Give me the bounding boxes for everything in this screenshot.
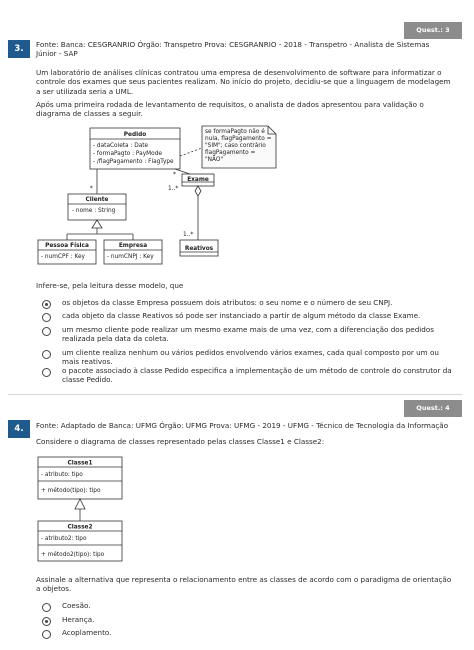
question-3-context: Um laboratório de análises clínicas contratou uma empresa de desenvolvimento de software para informatizar o controle dos exames que seus pacientes realizam. No início do projeto, decidiu-se que a linguagem de modelagem a ser utilizada seria a UML. <box>36 68 451 96</box>
q4-option-b-radio[interactable] <box>42 617 51 626</box>
note-line-3: "SIM"; caso contrário <box>205 143 266 149</box>
classe2-label: Classe2 <box>67 524 93 531</box>
classe1-label: Classe1 <box>67 460 93 467</box>
q4-option-c-radio[interactable] <box>42 630 51 639</box>
mult-1n-top: 1..* <box>168 186 179 192</box>
note-line-5: "NÃO" <box>205 157 224 163</box>
pessoa-fisica-label: Pessoa Física <box>45 243 89 249</box>
classe1-method: + método(tipo): tipo <box>41 488 101 494</box>
q3-option-a-radio[interactable] <box>42 300 51 309</box>
q3-option-e[interactable]: o pacote associado à classe Pedido especifica a implementação de um método de controle do construtor da classe Pedido. <box>42 366 462 388</box>
pessoa-fisica-attr: - numCPF : Key <box>41 254 85 260</box>
classe2-method: + método2(tipo): tipo <box>41 552 105 558</box>
q3-option-a[interactable]: os objetos da classe Empresa possuem dois atributos: o seu nome e o número de seu CNPJ. <box>42 298 462 320</box>
reativos-label: Reativos <box>184 246 214 252</box>
pedido-attr-3: - /flagPagamento : FlagType <box>93 159 174 165</box>
uml-diagram-q3 <box>30 124 290 274</box>
note-line-4: flagPagamento = <box>205 150 256 156</box>
cliente-attr: - nome : String <box>72 208 116 214</box>
note-line-1: se formaPagto não é <box>205 129 265 135</box>
question-3-context-2: Após uma primeira rodada de levantamento de requisitos, o analista de dados apresentou para validação o diagrama de classes a seguir. <box>36 100 424 119</box>
question-4-number: 4. <box>8 420 30 438</box>
empresa-label: Empresa <box>118 243 148 249</box>
q3-option-c[interactable]: um mesmo cliente pode realizar um mesmo exame mais de uma vez, com a diferenciação dos pedidos realizada pela data da coleta. <box>42 325 462 347</box>
inheritance-arrow <box>75 499 85 509</box>
question-3-number: 3. <box>8 40 30 58</box>
mult-1n-bottom: 1..* <box>183 232 194 238</box>
question-4-prompt: Assinale a alternativa que representa o relacionamento entre as classes de acordo com o paradigma de orientação a objetos. <box>36 575 452 594</box>
pedido-attr-2: - formaPagto : PayMode <box>93 151 162 157</box>
q3-option-e-radio[interactable] <box>42 368 51 377</box>
uml-diagram-q4 <box>34 453 134 565</box>
mult-star-mid: * <box>173 172 176 178</box>
question-separator <box>8 394 462 395</box>
q3-option-b-radio[interactable] <box>42 313 51 322</box>
cliente-label: Cliente <box>85 197 109 203</box>
note-line-2: nula, flagPagamento = <box>205 136 272 142</box>
q4-option-a-radio[interactable] <box>42 603 51 612</box>
q4-option-a[interactable]: Coesão. <box>42 601 462 623</box>
empresa-attr: - numCNPJ : Key <box>107 254 154 260</box>
q4-option-c[interactable]: Acoplamento. <box>42 628 462 650</box>
pedido-label: Pedido <box>123 132 147 138</box>
pedido-attr-1: - dataColeta : Date <box>93 143 149 149</box>
mult-star-left: * <box>90 186 93 192</box>
question-3-source: Fonte: Banca: CESGRANRIO Órgão: Transpetro Prova: CESGRANRIO - 2018 - Transpetro - Analista de Sistemas Júnior - SAP <box>36 40 430 59</box>
q3-option-d-radio[interactable] <box>42 350 51 359</box>
question-3-badge: Quest.: 3 <box>404 22 462 39</box>
exame-label: Exame <box>187 177 209 183</box>
classe2-attr: - atributo2: tipo <box>41 536 87 542</box>
question-4-badge: Quest.: 4 <box>404 400 462 417</box>
question-3-prompt: Infere-se, pela leitura desse modelo, que <box>36 281 184 290</box>
q4-option-b[interactable]: Herança. <box>42 615 462 637</box>
question-4-source: Fonte: Adaptado de Banca: UFMG Órgão: UFMG Prova: UFMG - 2019 - UFMG - Técnico de Tecnologia da Informação <box>36 421 449 430</box>
q3-option-b[interactable]: cada objeto da classe Reativos só pode ser instanciado a partir de algum método da classe Exame. <box>42 311 462 333</box>
q3-option-d[interactable]: um cliente realiza nenhum ou vários pedidos envolvendo vários exames, cada qual composto por um ou mais reativos. <box>42 348 462 370</box>
question-4-intro: Considere o diagrama de classes representado pelas classes Classe1 e Classe2: <box>36 437 325 446</box>
q3-option-c-radio[interactable] <box>42 327 51 336</box>
classe1-attr: - atributo: tipo <box>41 472 83 478</box>
